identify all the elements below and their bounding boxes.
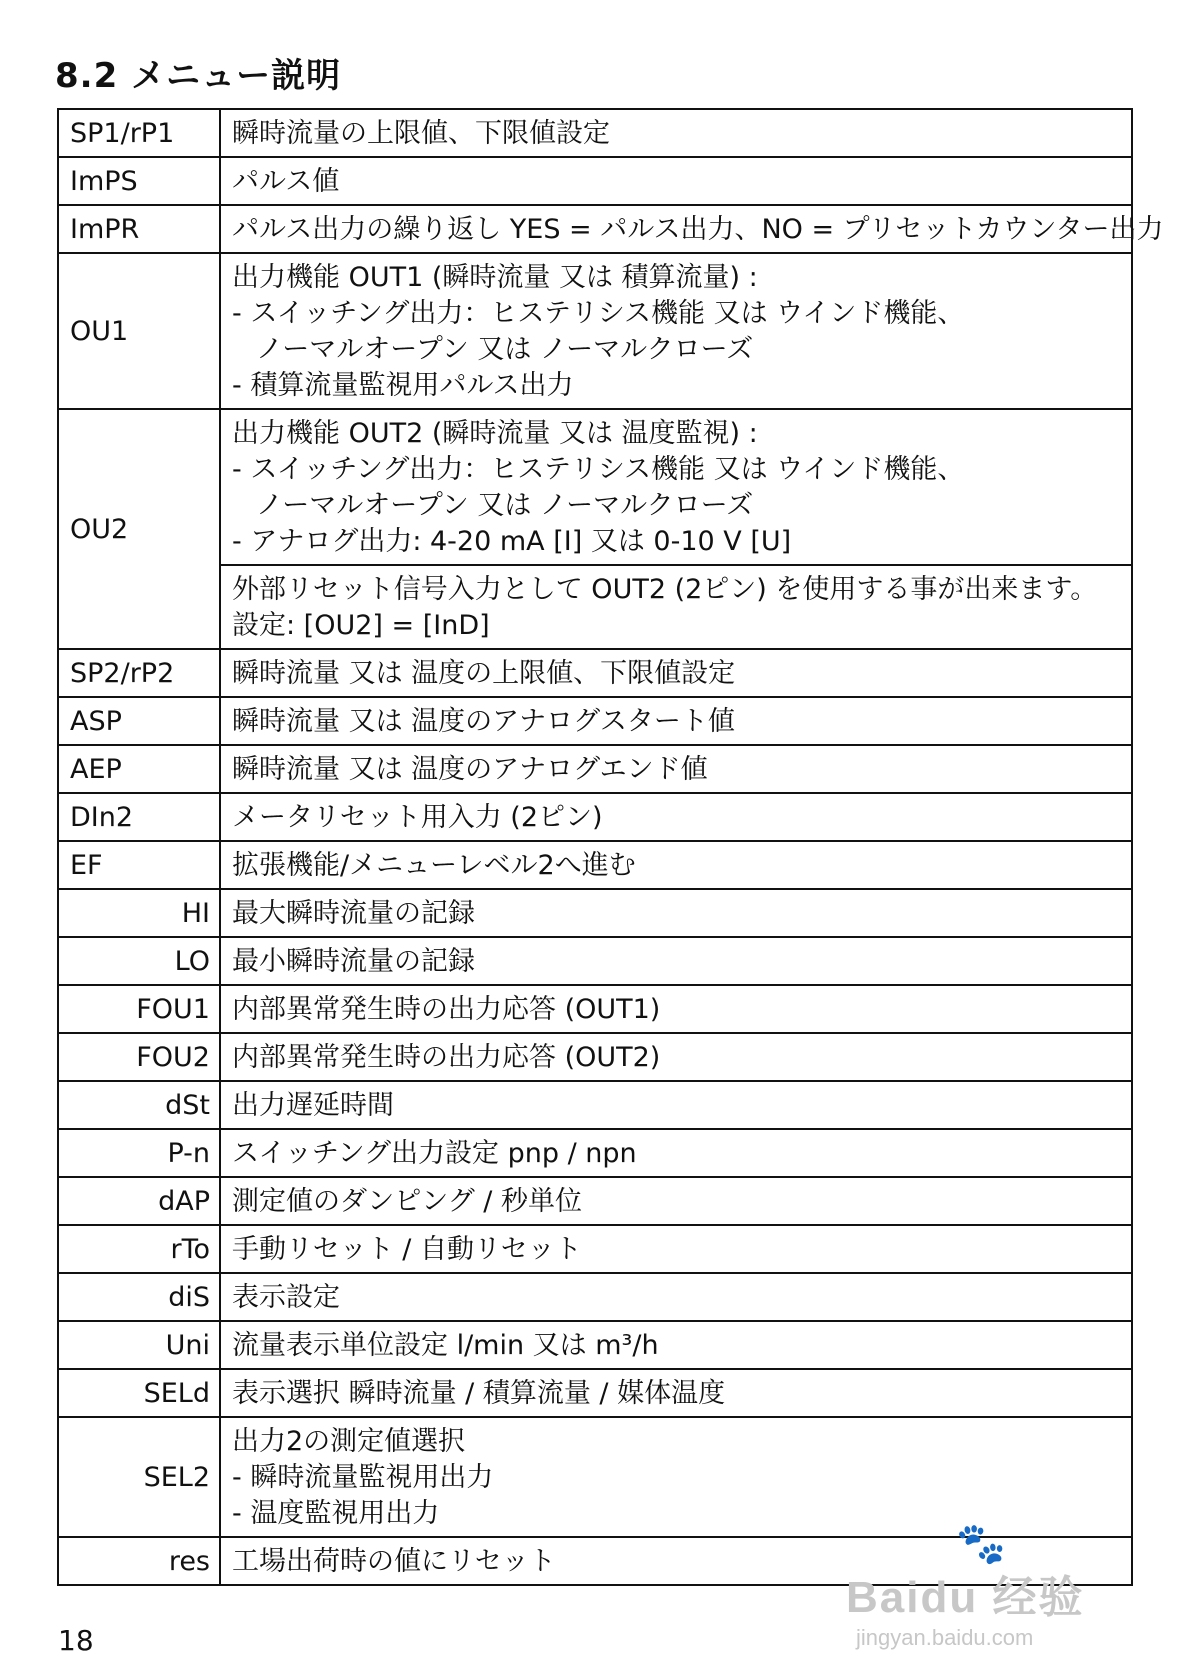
description-line: 手動リセット / 自動リセット	[232, 1234, 582, 1265]
description-line: 出力遅延時間	[232, 1090, 394, 1121]
menu-code: ImPR	[58, 205, 220, 253]
menu-code: ImPS	[58, 157, 220, 205]
description-line: 出力機能 OUT2 (瞬時流量 又は 温度監視) :	[232, 418, 758, 449]
description-line: 最小瞬時流量の記録	[232, 946, 475, 977]
description-line: スイッチング出力設定 pnp / npn	[232, 1138, 637, 1169]
description-line: - スイッチング出力：ヒステリシス機能 又は ウインド機能、	[232, 454, 965, 485]
description-line: 拡張機能/メニューレベル2へ進む	[232, 850, 636, 881]
menu-description	[220, 889, 1132, 937]
description-line: 測定値のダンピング / 秒単位	[232, 1186, 582, 1217]
description-line: - 温度監視用出力	[232, 1498, 440, 1529]
menu-table	[57, 108, 1164, 1586]
menu-code: ASP	[58, 697, 220, 745]
menu-code: AEP	[58, 745, 220, 793]
menu-description	[220, 985, 1132, 1033]
table-row	[58, 841, 1132, 889]
description-line: 瞬時流量 又は 温度の上限値、下限値設定	[232, 658, 736, 689]
menu-description	[220, 1129, 1132, 1177]
description-line: パルス出力の繰り返し YES = パルス出力、NO = プリセットカウンター出力	[232, 214, 1164, 245]
menu-description	[220, 409, 1132, 565]
menu-code: HI	[58, 889, 220, 937]
section-title: 8.2 メニュー説明	[55, 56, 342, 96]
menu-description	[220, 1225, 1132, 1273]
watermark-brand: Baidu 经验	[846, 1573, 1085, 1622]
menu-code: OU1	[58, 253, 220, 409]
table-row	[58, 565, 1132, 649]
menu-description	[220, 565, 1132, 649]
menu-description	[220, 1321, 1132, 1369]
menu-description	[220, 157, 1132, 205]
menu-code: SELd	[58, 1369, 220, 1417]
menu-code: P-n	[58, 1129, 220, 1177]
menu-code: SEL2	[58, 1417, 220, 1537]
description-line: - スイッチング出力：ヒステリシス機能 又は ウインド機能、	[232, 298, 965, 329]
table-row	[58, 1033, 1132, 1081]
menu-description	[220, 937, 1132, 985]
page-number: 18	[58, 1624, 94, 1657]
description-line: 工場出荷時の値にリセット	[232, 1546, 556, 1577]
table-row	[58, 1129, 1132, 1177]
menu-code: diS	[58, 1273, 220, 1321]
menu-description	[220, 745, 1132, 793]
table-row	[58, 649, 1132, 697]
menu-code: SP2/rP2	[58, 649, 220, 697]
description-line: 出力機能 OUT1 (瞬時流量 又は 積算流量) :	[232, 262, 758, 293]
menu-description	[220, 205, 1164, 253]
menu-code: EF	[58, 841, 220, 889]
table-row	[58, 1225, 1132, 1273]
menu-description	[220, 649, 1132, 697]
description-line: 表示設定	[232, 1282, 340, 1313]
table-row	[58, 1081, 1132, 1129]
table-row	[58, 937, 1132, 985]
description-line: 設定: [OU2] = [InD]	[232, 610, 490, 641]
description-line: ノーマルオープン 又は ノーマルクローズ	[256, 334, 754, 365]
table-row	[58, 409, 1132, 565]
table-row	[58, 205, 1132, 253]
menu-code: DIn2	[58, 793, 220, 841]
table-row	[58, 1417, 1132, 1537]
menu-code: res	[58, 1537, 220, 1585]
table-row	[58, 1321, 1132, 1369]
description-line: ノーマルオープン 又は ノーマルクローズ	[256, 490, 754, 521]
table-row	[58, 1273, 1132, 1321]
menu-code: SP1/rP1	[58, 109, 220, 157]
menu-code: FOU2	[58, 1033, 220, 1081]
table-row	[58, 745, 1132, 793]
description-line: 瞬時流量の上限値、下限値設定	[232, 118, 610, 149]
table-row	[58, 1369, 1132, 1417]
table-row	[58, 109, 1132, 157]
description-line: - 瞬時流量監視用出力	[232, 1462, 494, 1493]
menu-description	[220, 1033, 1132, 1081]
description-line: 内部異常発生時の出力応答 (OUT1)	[232, 994, 661, 1025]
table-row	[58, 889, 1132, 937]
description-line: 瞬時流量 又は 温度のアナログスタート値	[232, 706, 735, 737]
menu-description	[220, 697, 1132, 745]
menu-code: LO	[58, 937, 220, 985]
table-row	[58, 253, 1132, 409]
table-row	[58, 1177, 1132, 1225]
paw-icon: 🐾	[956, 1522, 1006, 1566]
table-row	[58, 157, 1132, 205]
menu-description	[220, 1417, 1132, 1537]
description-line: 出力2の測定値選択	[232, 1426, 466, 1457]
menu-description	[220, 1273, 1132, 1321]
menu-description	[220, 253, 1132, 409]
baidu-jingyan-watermark	[846, 1520, 1084, 1651]
menu-description	[220, 1177, 1132, 1225]
menu-code: OU2	[58, 409, 220, 649]
menu-description	[220, 1369, 1132, 1417]
menu-code: dSt	[58, 1081, 220, 1129]
description-line: 表示選択 瞬時流量 / 積算流量 / 媒体温度	[232, 1378, 726, 1409]
description-line: 流量表示単位設定 l/min 又は m³/h	[232, 1330, 659, 1361]
description-line: 最大瞬時流量の記録	[232, 898, 475, 929]
menu-code: dAP	[58, 1177, 220, 1225]
description-line: 内部異常発生時の出力応答 (OUT2)	[232, 1042, 661, 1073]
table-row	[58, 697, 1132, 745]
menu-code: Uni	[58, 1321, 220, 1369]
menu-description	[220, 841, 1132, 889]
table-row	[58, 793, 1132, 841]
table-row	[58, 985, 1132, 1033]
description-line: 瞬時流量 又は 温度のアナログエンド値	[232, 754, 708, 785]
description-line: 外部リセット信号入力として OUT2 (2ピン) を使用する事が出来ます。	[232, 574, 1098, 605]
menu-code: rTo	[58, 1225, 220, 1273]
watermark-url: jingyan.baidu.com	[856, 1625, 1034, 1650]
description-line: パルス値	[232, 166, 340, 197]
menu-description	[220, 109, 1132, 157]
description-line: - 積算流量監視用パルス出力	[232, 370, 574, 401]
description-line: メータリセット用入力 (2ピン)	[232, 802, 603, 833]
menu-description	[220, 793, 1132, 841]
description-line: - アナログ出力: 4-20 mA [I] 又は 0-10 V [U]	[232, 526, 792, 557]
menu-code: FOU1	[58, 985, 220, 1033]
menu-description	[220, 1081, 1132, 1129]
